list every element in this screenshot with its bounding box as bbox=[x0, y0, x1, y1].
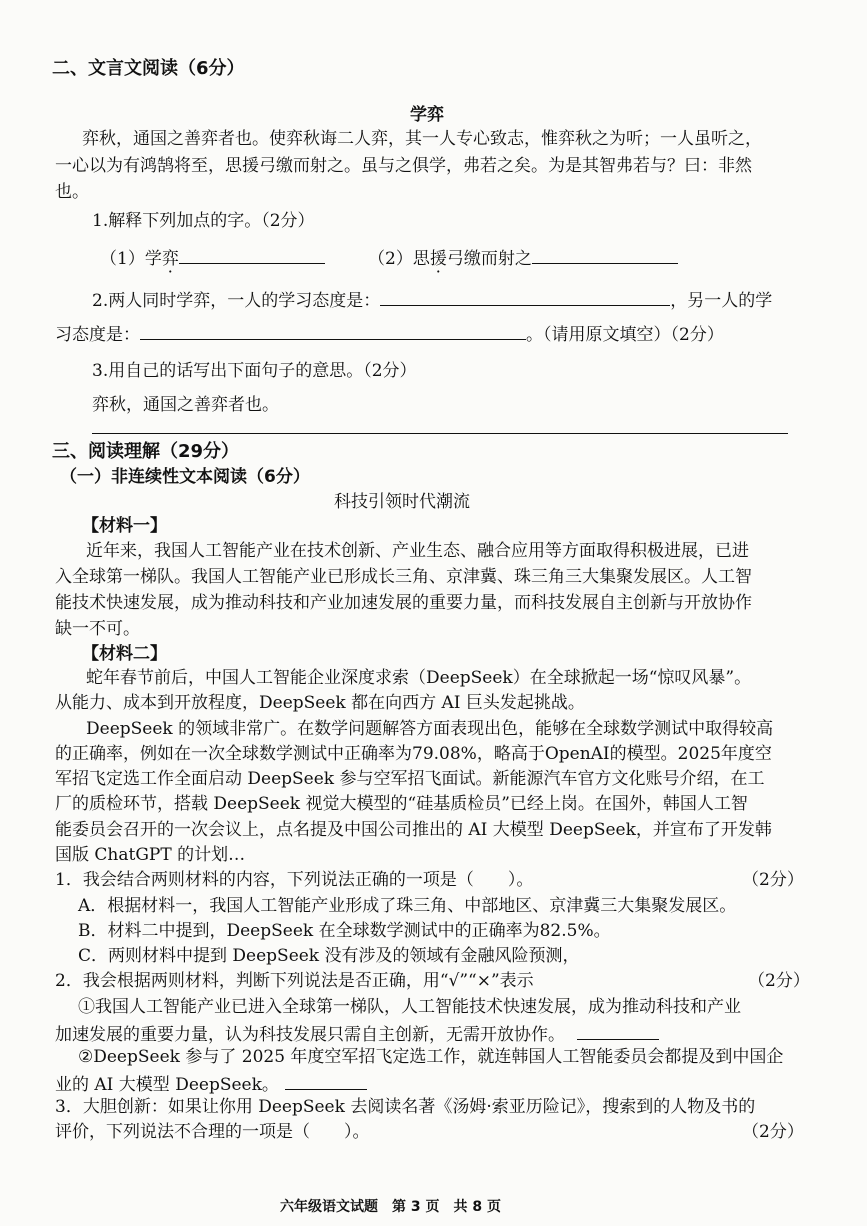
material-2-line: 厂的质检环节，搭载 DeepSeek 视觉大模型的“硅基质检员”已经上岗。在国外，韩国人工智 bbox=[55, 794, 748, 814]
judgement-item-1: ①我国人工智能产业已进入全球第一梯队，人工智能技术快速发展，成为推动科技和产业 bbox=[78, 997, 741, 1017]
question-2-text: ，另一人的学 bbox=[670, 291, 773, 311]
judgement-blank[interactable] bbox=[577, 1021, 659, 1040]
question-2-text: 习态度是： bbox=[55, 325, 140, 345]
question-2-text: 。（请用原文填空）（2分） bbox=[526, 325, 724, 345]
dotted-char: 弈 bbox=[161, 249, 179, 269]
question-1b-prefix: （2）思 bbox=[368, 249, 430, 269]
material-1-line: 近年来，我国人工智能产业在技术创新、产业生态、融合应用等方面取得积极进展，已进 bbox=[86, 541, 749, 561]
question-3-2: 2．我会根据两则材料，判断下列说法是否正确，用“√”“×”表示 bbox=[55, 971, 534, 991]
judgement-blank[interactable] bbox=[285, 1071, 367, 1090]
material-1-line: 入全球第一梯队。我国人工智能产业已形成长三角、京津冀、珠三角三大集聚发展区。人工智 bbox=[55, 567, 752, 587]
question-1b-suffix: 弓缴而射之 bbox=[446, 249, 532, 269]
article-title: 科技引领时代潮流 bbox=[334, 492, 470, 512]
question-1b bbox=[368, 245, 678, 270]
answer-blank[interactable] bbox=[140, 321, 526, 340]
section-heading-classical: 二、文言文阅读（6分） bbox=[52, 58, 245, 79]
answer-blank[interactable] bbox=[380, 287, 670, 306]
material-2-line: 国版 ChatGPT 的计划… bbox=[55, 845, 246, 865]
passage-title: 学弈 bbox=[410, 105, 444, 125]
points-label: （2分） bbox=[742, 870, 804, 890]
option-a[interactable]: A．根据材料一，我国人工智能产业形成了珠三角、中部地区、京津冀三大集聚发展区。 bbox=[78, 896, 737, 916]
page-footer: 六年级语文试题 第 3 页 共 8 页 bbox=[280, 1199, 501, 1215]
question-1: 1.解释下列加点的字。（2分） bbox=[92, 211, 315, 231]
answer-blank[interactable] bbox=[532, 245, 678, 264]
material-2-line: 的正确率，例如在一次全球数学测试中正确率为79.08%，略高于OpenAI的模型。2025年度空 bbox=[55, 744, 772, 764]
points-label: （2分） bbox=[748, 971, 810, 991]
judgement-item-2: ②DeepSeek 参与了 2025 年度空军招飞定选工作，就连韩国人工智能委员会都提及到中国企 bbox=[78, 1047, 784, 1067]
material-1-line: 缺一不可。 bbox=[55, 619, 140, 639]
question-1a bbox=[100, 245, 325, 270]
question-3-3-cont: 评价，下列说法不合理的一项是（ ）。 bbox=[55, 1122, 370, 1142]
passage-line: 弈秋，通国之善弈者也。使弈秋诲二人弈，其一人专心致志，惟弈秋之为听；一人虽听之， bbox=[82, 129, 762, 149]
question-2-text: 2.两人同时学弈，一人的学习态度是： bbox=[92, 291, 381, 311]
material-2-line: 蛇年春节前后，中国人工智能企业深度求索（DeepSeek）在全球掀起一场“惊叹风暴”。 bbox=[86, 668, 752, 688]
material-2-line: 军招飞定选工作全面启动 DeepSeek 参与空军招飞面试。新能源汽车官方文化账号介绍，在工 bbox=[55, 769, 765, 789]
points-label: （2分） bbox=[742, 1122, 804, 1142]
question-1a-prefix: （1）学 bbox=[100, 249, 162, 269]
material-2-line: 能委员会召开的一次会议上，点名提及中国公司推出的 AI 大模型 DeepSeek，并宣布了开发韩 bbox=[55, 820, 772, 840]
judgement-text: 业的 AI 大模型 DeepSeek。 bbox=[55, 1075, 279, 1095]
material-2-line: 从能力、成本到开放程度，DeepSeek 都在向西方 AI 巨头发起挑战。 bbox=[55, 693, 585, 713]
question-2-line1 bbox=[92, 287, 772, 312]
subsection-heading: （一）非连续性文本阅读（6分） bbox=[60, 467, 310, 487]
question-3-sentence: 弈秋，通国之善弈者也。 bbox=[92, 395, 279, 415]
passage-line: 也。 bbox=[55, 182, 89, 202]
dotted-char: 援 bbox=[429, 249, 447, 269]
judgement-item-1-cont bbox=[55, 1021, 659, 1046]
question-2-line2 bbox=[55, 321, 724, 346]
question-3-3: 3．大胆创新：如果让你用 DeepSeek 去阅读名著《汤姆·索亚历险记》，搜索到的人物及书的 bbox=[55, 1097, 756, 1117]
answer-blank[interactable] bbox=[179, 245, 325, 264]
material-2-line: DeepSeek 的领域非常广。在数学问题解答方面表现出色，能够在全球数学测试中取得较高 bbox=[86, 719, 774, 739]
section-heading-reading: 三、阅读理解（29分） bbox=[52, 441, 240, 462]
judgement-text: 加速发展的重要力量，认为科技发展只需自主创新，无需开放协作。 bbox=[55, 1025, 565, 1045]
question-3: 3.用自己的话写出下面句子的意思。（2分） bbox=[92, 361, 417, 381]
judgement-item-2-cont bbox=[55, 1071, 367, 1096]
answer-line[interactable] bbox=[92, 433, 788, 434]
passage-line: 一心以为有鸿鹄将至，思援弓缴而射之。虽与之俱学，弗若之矣。为是其智弗若与？曰：非然 bbox=[55, 156, 752, 176]
option-c[interactable]: C．两则材料中提到 DeepSeek 没有涉及的领域有金融风险预测， bbox=[78, 946, 580, 966]
option-b[interactable]: B．材料二中提到，DeepSeek 在全球数学测试中的正确率为82.5%。 bbox=[78, 921, 611, 941]
question-3-1: 1．我会结合两则材料的内容，下列说法正确的一项是（ ）。 bbox=[55, 870, 534, 890]
material-1-label: 【材料一】 bbox=[82, 516, 167, 536]
material-1-line: 能技术快速发展，成为推动科技和产业加速发展的重要力量，而科技发展自主创新与开放协作 bbox=[55, 593, 752, 613]
material-2-label: 【材料二】 bbox=[82, 644, 167, 664]
